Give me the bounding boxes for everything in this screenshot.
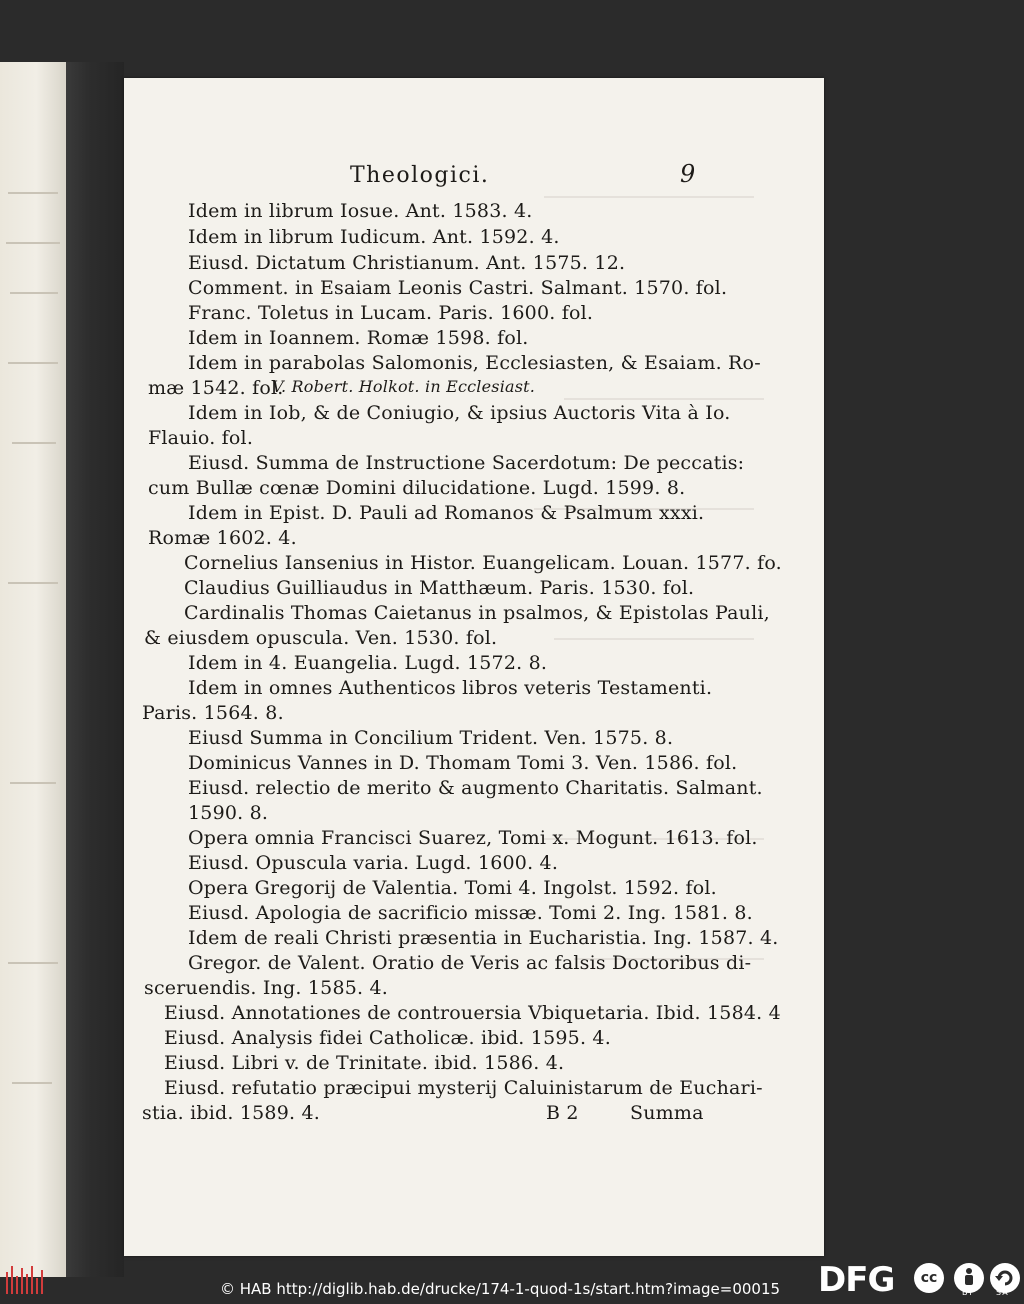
left-page-edge bbox=[0, 62, 67, 1277]
bleed-mark bbox=[8, 192, 58, 194]
hab-logo-icon bbox=[4, 1266, 48, 1294]
cc-license-icon[interactable]: cc bbox=[914, 1263, 944, 1293]
bleed-mark bbox=[8, 582, 58, 584]
bleed-mark bbox=[6, 242, 60, 244]
entry-line: Idem in Ioannem. Romæ 1598. fol. bbox=[188, 327, 529, 349]
entry-line: cum Bullæ cœnæ Domini dilucidatione. Lugd. 1599. 8. bbox=[148, 477, 686, 499]
entry-line: Idem in librum Iudicum. Ant. 1592. 4. bbox=[188, 226, 560, 248]
attribution-link[interactable]: © HAB http://diglib.hab.de/drucke/174-1-quod-1s/start.htm?image=00015 bbox=[220, 1280, 781, 1298]
entry-line: Idem de reali Christi præsentia in Eucharistia. Ing. 1587. 4. bbox=[188, 927, 779, 949]
entry-line: Cornelius Iansenius in Histor. Euangelicam. Louan. 1577. fo. bbox=[184, 552, 782, 574]
entry-line: Eiusd. Apologia de sacrificio missæ. Tomi 2. Ing. 1581. 8. bbox=[188, 902, 753, 924]
entry-line: Idem in 4. Euangelia. Lugd. 1572. 8. bbox=[188, 652, 548, 674]
entry-line: Franc. Toletus in Lucam. Paris. 1600. fol. bbox=[188, 302, 594, 324]
bleed-mark bbox=[8, 962, 58, 964]
entry-line: Opera Gregorij de Valentia. Tomi 4. Ingolst. 1592. fol. bbox=[188, 877, 717, 899]
entry-line: Eiusd. Summa de Instructione Sacerdotum: De peccatis: bbox=[188, 452, 745, 474]
running-head: Theologici. bbox=[350, 163, 490, 188]
entry-line: Eiusd. relectio de merito & augmento Charitatis. Salmant. bbox=[188, 777, 763, 799]
bleed-mark bbox=[12, 442, 56, 444]
book-page bbox=[124, 78, 824, 1256]
entry-line: Idem in parabolas Salomonis, Ecclesiasten, & Esaiam. Ro- bbox=[188, 352, 761, 374]
cross-reference-text: V. Robert. Holkot. in Ecclesiast. bbox=[272, 377, 536, 396]
entry-line: & eiusdem opuscula. Ven. 1530. fol. bbox=[144, 627, 498, 649]
entry-line: Eiusd. refutatio præcipui mysterij Caluinistarum de Euchari- bbox=[164, 1077, 763, 1099]
entry-line: Eiusd. Dictatum Christianum. Ant. 1575. 12. bbox=[188, 252, 626, 274]
show-through-mark bbox=[564, 398, 764, 400]
entry-line: Romæ 1602. 4. bbox=[148, 527, 297, 549]
entry-line: Paris. 1564. 8. bbox=[142, 702, 284, 724]
entry-line: sceruendis. Ing. 1585. 4. bbox=[144, 977, 389, 999]
bleed-mark bbox=[10, 782, 56, 784]
bleed-mark bbox=[10, 292, 58, 294]
entry-line: Idem in Epist. D. Pauli ad Romanos & Psalmum xxxi. bbox=[188, 502, 705, 524]
entry-line: Eiusd. Libri v. de Trinitate. ibid. 1586. 4. bbox=[164, 1052, 565, 1074]
signature-mark: B 2 bbox=[546, 1102, 579, 1124]
entry-line: Eiusd. Opuscula varia. Lugd. 1600. 4. bbox=[188, 852, 559, 874]
catchword: Summa bbox=[630, 1102, 704, 1124]
bleed-mark bbox=[8, 362, 58, 364]
entry-line: Eiusd Summa in Concilium Trident. Ven. 1575. 8. bbox=[188, 727, 674, 749]
by-label: BY bbox=[962, 1288, 974, 1297]
entry-line: Idem in Iob, & de Coniugio, & ipsius Auctoris Vita à Io. bbox=[188, 402, 731, 424]
cross-reference bbox=[272, 377, 535, 396]
bleed-mark bbox=[12, 1082, 52, 1084]
entry-line: Flauio. fol. bbox=[148, 427, 254, 449]
entry-line: Comment. in Esaiam Leonis Castri. Salmant. 1570. fol. bbox=[188, 277, 728, 299]
entry-line: stia. ibid. 1589. 4. bbox=[142, 1102, 320, 1124]
sa-label: SA bbox=[996, 1288, 1009, 1297]
entry-line: mæ 1542. fol. bbox=[148, 377, 284, 399]
entry-line: 1590. 8. bbox=[188, 802, 269, 824]
page-number: 9 bbox=[680, 160, 696, 188]
entry-line: Cardinalis Thomas Caietanus in psalmos, & Epistolas Pauli, bbox=[184, 602, 770, 624]
dfg-logo: DFG bbox=[818, 1260, 895, 1300]
entry-line: Idem in librum Iosue. Ant. 1583. 4. bbox=[188, 200, 533, 222]
book-gutter bbox=[66, 62, 124, 1277]
show-through-mark bbox=[544, 196, 754, 198]
entry-line: Dominicus Vannes in D. Thomam Tomi 3. Ven. 1586. fol. bbox=[188, 752, 738, 774]
entry-line: Eiusd. Analysis fidei Catholicæ. ibid. 1595. 4. bbox=[164, 1027, 611, 1049]
entry-line: Idem in omnes Authenticos libros veteris Testamenti. bbox=[188, 677, 713, 699]
show-through-mark bbox=[554, 638, 754, 640]
entry-line: Eiusd. Annotationes de controuersia Vbiquetaria. Ibid. 1584. 4 bbox=[164, 1002, 781, 1024]
entry-line: Opera omnia Francisci Suarez, Tomi x. Mogunt. 1613. fol. bbox=[188, 827, 758, 849]
entry-line: Claudius Guilliaudus in Matthæum. Paris. 1530. fol. bbox=[184, 577, 695, 599]
entry-line: Gregor. de Valent. Oratio de Veris ac falsis Doctoribus di- bbox=[188, 952, 752, 974]
